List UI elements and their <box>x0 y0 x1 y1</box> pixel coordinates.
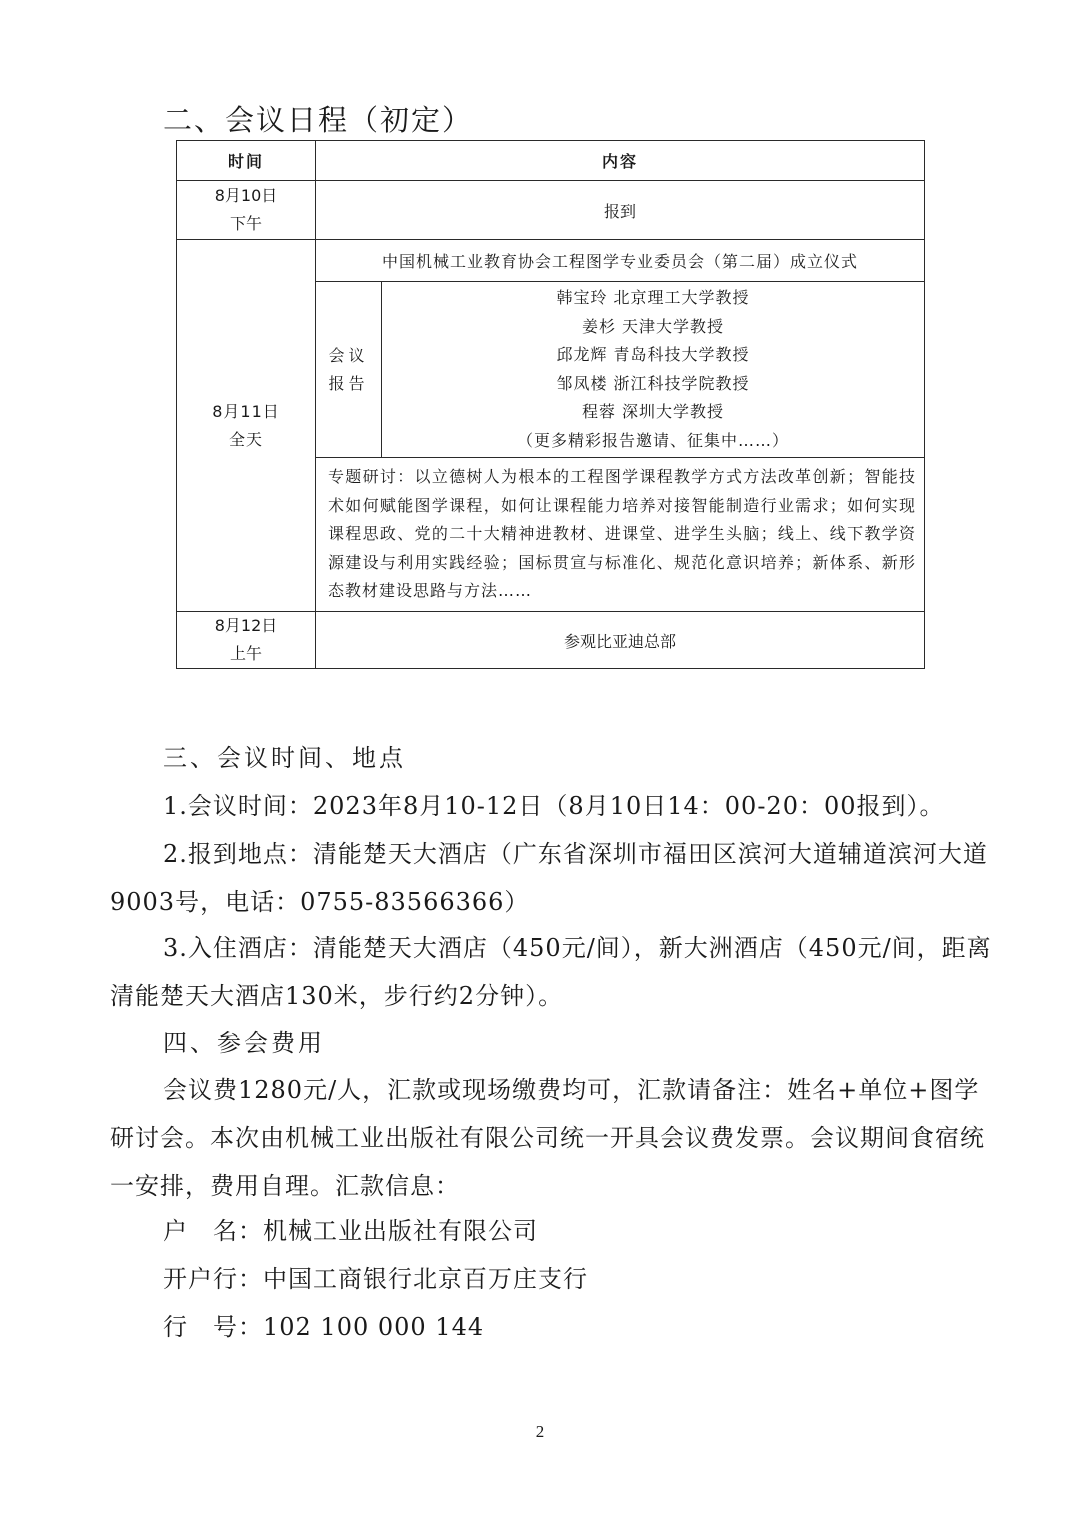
section2-heading: 二、会议日程（初定） <box>163 103 474 137</box>
day1-date: 8月10日 <box>214 186 278 205</box>
bank-name: 开户行：中国工商银行北京百万庄支行 <box>163 1265 588 1293</box>
speaker-item: 韩宝玲 北京理工大学教授 <box>556 288 750 307</box>
speaker-item: 邹凤楼 浙江科技学院教授 <box>556 373 750 393</box>
section3-item2: 2.报到地点：清能楚天大酒店（广东省深圳市福田区滨河大道辅道滨河大道9003号，电话：0755-83566366） <box>110 840 988 916</box>
section4-heading: 四、参会费用 <box>163 1029 325 1057</box>
header-content: 内容 <box>316 141 925 181</box>
day2-time <box>177 240 316 612</box>
header-time: 时间 <box>177 141 316 181</box>
report-label-line1: 会议 <box>328 345 369 365</box>
speaker-item: 姜杉 天津大学教授 <box>581 316 725 336</box>
day3-content: 参观比亚迪总部 <box>316 612 925 669</box>
speakers-more-note: （更多精彩报告邀请、征集中……） <box>517 430 790 450</box>
report-label-line2: 报告 <box>328 373 369 393</box>
day3-date: 8月12日 <box>214 616 278 635</box>
day2-ceremony: 中国机械工业教育协会工程图学专业委员会（第二届）成立仪式 <box>316 240 925 282</box>
account-name: 户 名：机械工业出版社有限公司 <box>163 1217 538 1245</box>
section4-body: 会议费1280元/人，汇款或现场缴费均可，汇款请备注：姓名+单位+图学研讨会。本次由机械工业出版社有限公司统一开具会议费发票。会议期间食宿统一安排，费用自理。汇款信息： <box>110 1076 985 1200</box>
table-header-row <box>177 141 925 181</box>
topics-cell: 专题研讨：以立德树人为根本的工程图学课程教学方式方法改革创新；智能技术如何赋能图学课程，如何让课程能力培养对接智能制造行业需求；如何实现课程思政、党的二十大精神进教材、进课堂、进学生头脑；线上、线下教学资源建设与利用实践经验；国标贯宣与标准化、规范化意识培养；新体系、新形态教材建设思路与方法…… <box>316 458 925 612</box>
table-row <box>177 612 925 669</box>
day1-period: 下午 <box>229 214 262 233</box>
day3-time <box>177 612 316 669</box>
speaker-item: 邱龙辉 青岛科技大学教授 <box>556 345 750 364</box>
day1-content: 报到 <box>316 181 925 240</box>
day2-date: 8月11日 <box>212 401 280 421</box>
table-row <box>177 181 925 240</box>
page-number: 2 <box>535 1422 545 1441</box>
report-label <box>316 282 382 458</box>
schedule-table <box>176 140 925 669</box>
day3-period: 上午 <box>229 644 262 663</box>
section3-item1: 1.会议时间：2023年8月10-12日（8月10日14：00-20：00报到）。 <box>163 792 945 820</box>
section3-item3: 3.入住酒店：清能楚天大酒店（450元/间），新大洲酒店（450元/间，距离清能楚天大酒店130米，步行约2分钟）。 <box>110 934 992 1010</box>
table-row <box>177 240 925 282</box>
section3-heading: 三、会议时间、地点 <box>163 744 406 772</box>
day1-time <box>177 181 316 240</box>
day2-period: 全天 <box>228 429 263 449</box>
speaker-item: 程蓉 深圳大学教授 <box>581 402 725 421</box>
speakers-cell <box>382 282 925 458</box>
bank-number: 行 号：102 100 000 144 <box>163 1313 485 1341</box>
